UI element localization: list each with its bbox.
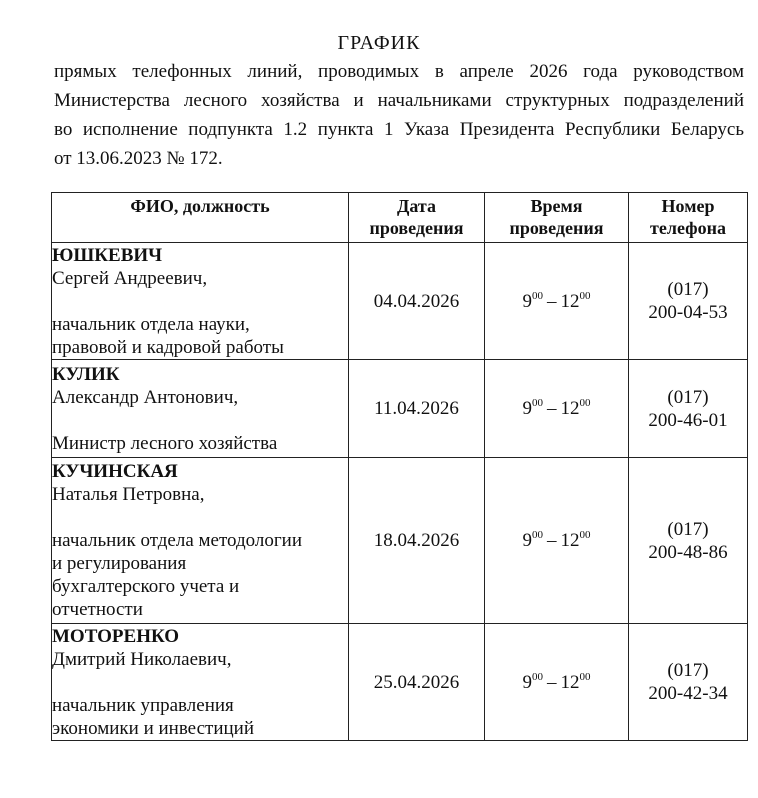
document-intro bbox=[54, 57, 744, 173]
person-surname: ЮШКЕВИЧ bbox=[52, 244, 163, 266]
phone-number: 200-46-01 bbox=[648, 409, 728, 431]
phone-code: (017) bbox=[667, 279, 709, 300]
time-separator: – bbox=[547, 671, 557, 693]
person-surname: МОТОРЕНКО bbox=[52, 625, 180, 647]
intro-line: от 13.06.2023 № 172. bbox=[54, 148, 223, 169]
person-position: начальник управления экономики и инвестиций bbox=[52, 694, 254, 739]
time-separator: – bbox=[547, 530, 557, 551]
person-surname: КУЛИК bbox=[52, 363, 120, 385]
person-cell bbox=[52, 624, 349, 741]
phone-number: 200-42-34 bbox=[648, 683, 728, 704]
header-time-line1: Время bbox=[530, 196, 583, 216]
intro-line: прямых телефонных линий, проводимых в апреле 2026 года руководством bbox=[54, 61, 744, 82]
person-position: Министр лесного хозяйства bbox=[52, 432, 278, 454]
phone-cell bbox=[629, 624, 748, 741]
time-start-minutes: 00 bbox=[532, 397, 543, 409]
date-cell: 11.04.2026 bbox=[349, 360, 485, 458]
phone-cell bbox=[629, 243, 748, 360]
time-separator: – bbox=[547, 398, 557, 419]
time-end-minutes: 00 bbox=[579, 529, 591, 541]
schedule-table bbox=[51, 192, 748, 741]
time-start-minutes: 00 bbox=[532, 670, 543, 683]
table-row bbox=[52, 360, 748, 458]
time-end-minutes: 00 bbox=[579, 670, 591, 683]
person-position: начальник отдела науки, правовой и кадровой работы bbox=[52, 313, 284, 358]
time-start-minutes: 00 bbox=[532, 289, 543, 302]
document-title: ГРАФИК bbox=[337, 32, 421, 54]
person-position: начальник отдела методологии и регулирования бухгалтерского учета и отчетности bbox=[52, 530, 303, 620]
header-phone bbox=[629, 193, 748, 243]
table-header-row bbox=[52, 193, 748, 243]
person-names: Дмитрий Николаевич, bbox=[52, 648, 232, 670]
time-start: 9 bbox=[522, 290, 532, 312]
phone-cell bbox=[629, 458, 748, 624]
header-date bbox=[349, 193, 485, 243]
header-date-line1: Дата bbox=[397, 196, 436, 216]
time-separator: – bbox=[547, 290, 557, 312]
date-cell: 18.04.2026 bbox=[349, 458, 485, 624]
person-names: Наталья Петровна, bbox=[52, 484, 205, 505]
header-name-position bbox=[52, 193, 349, 243]
time-cell bbox=[485, 243, 629, 360]
table-row bbox=[52, 243, 748, 360]
time-cell bbox=[485, 458, 629, 624]
person-cell bbox=[52, 360, 349, 458]
time-start: 9 bbox=[522, 530, 532, 551]
intro-line: Министерства лесного хозяйства и начальниками структурных подразделений bbox=[54, 90, 744, 111]
time-end: 12 bbox=[560, 290, 580, 312]
person-names: Александр Антонович, bbox=[52, 386, 239, 408]
time-end: 12 bbox=[560, 398, 580, 419]
time-end: 12 bbox=[560, 530, 580, 551]
person-cell bbox=[52, 458, 349, 624]
phone-code: (017) bbox=[667, 660, 709, 681]
phone-code: (017) bbox=[667, 518, 709, 540]
date-cell: 04.04.2026 bbox=[349, 243, 485, 360]
time-start: 9 bbox=[522, 398, 532, 419]
person-cell bbox=[52, 243, 349, 360]
time-end-minutes: 00 bbox=[579, 397, 591, 409]
header-time bbox=[485, 193, 629, 243]
header-date-line2: проведения bbox=[369, 218, 464, 238]
header-name-position-label: ФИО, должность bbox=[130, 196, 270, 216]
person-names: Сергей Андреевич, bbox=[52, 267, 208, 289]
phone-code: (017) bbox=[667, 386, 709, 408]
table-row bbox=[52, 624, 748, 741]
time-start: 9 bbox=[522, 671, 532, 693]
time-end-minutes: 00 bbox=[579, 289, 591, 302]
time-start-minutes: 00 bbox=[532, 529, 543, 541]
time-cell bbox=[485, 360, 629, 458]
date-cell: 25.04.2026 bbox=[349, 624, 485, 741]
header-time-line2: проведения bbox=[509, 218, 604, 238]
table-row bbox=[52, 458, 748, 624]
intro-line: во исполнение подпункта 1.2 пункта 1 Указа Президента Республики Беларусь bbox=[54, 119, 744, 140]
header-phone-line1: Номер bbox=[661, 196, 715, 216]
phone-cell bbox=[629, 360, 748, 458]
time-cell bbox=[485, 624, 629, 741]
phone-number: 200-04-53 bbox=[648, 302, 728, 323]
phone-number: 200-48-86 bbox=[648, 541, 728, 563]
person-surname: КУЧИНСКАЯ bbox=[52, 461, 178, 482]
header-phone-line2: телефона bbox=[650, 218, 726, 238]
time-end: 12 bbox=[560, 671, 580, 693]
